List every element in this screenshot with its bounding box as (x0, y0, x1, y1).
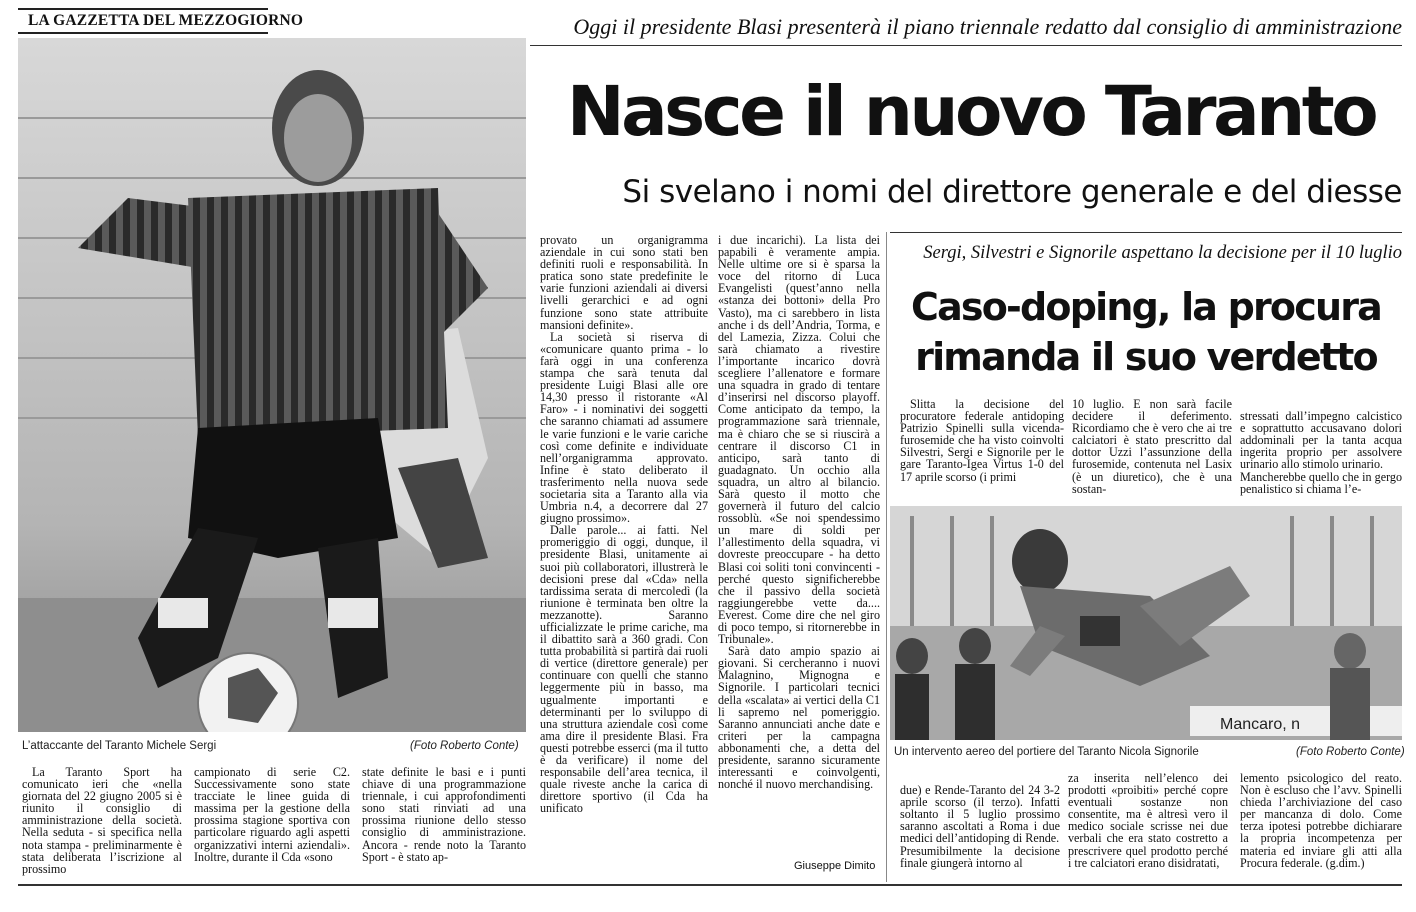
photo-striker-image (18, 38, 526, 732)
article1-bottom-p1: La Taranto Sport ha comunicato ieri che «nella giornata del 22 giugno 2005 si è riunito il consiglio di amministrazione della società. Nella seduta - si specifica nella nota stampa - preliminarmente è stata deliberata l’iscrizione al prossimo (22, 766, 182, 876)
photo-goalkeeper-caption: Un intervento aereo del portiere del Taranto Nicola Signorile (894, 746, 1199, 758)
photo-striker (18, 38, 526, 732)
masthead: LA GAZZETTA DEL MEZZOGIORNO (18, 8, 268, 34)
article2-bottom-col-1 (900, 772, 1060, 882)
article1-col1-p2: La società si riserva di «comunicare quanto prima - lo farà oggi in una conferenza stampa che sarà tenuta dal presidente Luigi Blasi alle ore 14,30 presso il ristorante «Al Faro» - i nominativi dei soggetti che saranno chiamati ad assumere le varie funzioni e le varie cariche così come definite e individuate nell’organigramma approvato. Infine è stato deliberato il trasferimento nella nuova sede societaria sita a Taranto alla via Umbria n.4, a decorrere dal 27 giugno prossimo». (540, 329, 708, 526)
kicker-side: Sergi, Silvestri e Signorile aspettano la decisione per il 10 luglio (923, 243, 1402, 263)
article1-col1-p1: provato un organigramma aziendale in cui sono stati ben definiti ruoli e responsabilità. In pratica sono state predefinite le varie funzioni aziendali ai diversi livelli gerarchici e ad ogni funzione sono state attribuite mansioni definite». (540, 234, 708, 332)
article2-top-p2: 10 luglio. E non sarà facile decidere il deferimento. Ricordiamo che è vero che ai tre calciatori è stato prescritto dal dottor Uzzi l’assunzione della furosemide, contenuta nel Lasix (è un diuretico), che è una sostan- (1072, 398, 1232, 496)
article1-col2-p1: i due incarichi). La lista dei papabili è veramente ampia. Nelle ultime ore si è sparsa la voce del ritorno di Luca Evangelisti (quest’anno nella «stanza dei bottoni» della Pro Vasto), ma ci sarebbero in lista anche i ds dell’Andria, Torma, e del Lamezia, Zizza. Colui che sarà chiamato a rivestire l’importante incarico dovrà scegliere l’allenatore e formare una squadra in grado di tentare d’inserirsi nel discorso playoff. Come anticipato da tempo, la programmazione sarà triennale, ma è chiaro che se si riuscirà a centrare il discorso C1 in anticipo, sarà tanto di guadagnato. Un occhio alla squadra, un altro al bilancio. Sarà questo il motto che governerà il futuro del calcio rossoblù. «Se noi spendessimo un mare di soldi per l’allestimento della squadra, vi dovreste preoccupare - ha detto Blasi coi soliti toni convincenti - perché questo significherebbe che il passivo della società raggiungerebbe vette da.... Everest. Come dire che nel giro di poco tempo, si ritornerebbe in Tribunale». (718, 234, 880, 647)
article1-col1-p3: Dalle parole... ai fatti. Nel promeriggio di oggi, dunque, il presidente Blasi, unitamente ai suoi più collaboratori, illustrerà le decisioni prese dal «Cda» nella tardissima serata di mercoledì (la riunione è terminata ben oltre la mezzanotte). Saranno ufficializzate le prime cariche, ma il dibattito sarà a 360 gradi. Con tutta probabilità si partirà dai ruoli di vertice (direttore generale) per continuare con quelli che stanno leggermente più in basso, ma ugualmente importanti e determinanti per lo sviluppo di una struttura aziendale così come ama dire il presidente Blasi. Fra questi potrebbe esserci (ma il tutto è da verificare) il nome del responsabile dell’area tecnica, il quale riveste anche la carica di direttore sportivo (il Cda ha unificato (540, 523, 708, 816)
photo-striker-credit: (Foto Roberto Conte) (410, 740, 519, 752)
side-headline (890, 282, 1402, 390)
article2-bottom-col-2 (1068, 772, 1228, 882)
article2-bottom-p1: due) e Rende-Taranto del 24 3-2 aprile scorso (il terzo). Infatti soltanto il 5 luglio prossimo saranno ascoltati a Roma i due medici dell’antidoping di Rende. Presumibilmente la decisione finale giungerà intorno al (900, 783, 1060, 870)
article1-column-1 (540, 234, 708, 874)
side-headline-line-2: rimanda il suo verdetto (915, 335, 1377, 379)
article1-bottom-col-3 (362, 766, 526, 876)
photo-striker-caption: L’attaccante del Taranto Michele Sergi (22, 740, 217, 752)
article1-byline: Giuseppe Dimito (794, 860, 876, 872)
article1-bottom-col-1 (22, 766, 182, 876)
article2-top-col-3 (1240, 398, 1402, 498)
article2-bottom-p3: lemento psicologico del reato. Non è escluso che l’avv. Spinelli chieda l’archiviazione del caso per mancanza di dolo. Come terza ipotesi potrebbe dichiarare la propria incompetenza per materia ed inviare gli atti alla Procura federale. (g.dim.) (1240, 772, 1402, 870)
side-headline-line-1: Caso-doping, la procura (911, 285, 1381, 329)
article2-top-p1: Slitta la decisione del procuratore federale antidoping Patrizio Spinelli sulla vicenda-furosemide che ha visto coinvolti Silvestri, Sergi e Signorile per le gare Taranto-Igea Virtus 1-0 del 17 aprile scorso (i primi (900, 398, 1064, 484)
article2-bottom-p2: za inserita nell’elenco dei prodotti «proibiti» perché copre eventuali sostanze non consentite, ma è altresì vero il medico sociale scrisse nei due verbali che era stato costretto a prescrivere quel prodotto perché i tre calciatori erano disidratati, (1068, 772, 1228, 870)
column-divider (886, 232, 887, 882)
kicker-main: Oggi il presidente Blasi presenterà il piano triennale redatto dal consiglio di amministrazione (530, 12, 1402, 46)
article1-col2-p2: Sarà dato ampio spazio ai giovani. Si cercheranno i nuovi Malagnino, Mignogna e Signorile. I particolari tecnici della «scalata» ai vertici della C1 li sapremo nel pomeriggio. Saranno annunciati anche date e criteri per la campagna abbonamenti che, a detta del presidente, saranno sicuramente interessanti e coinvolgenti, nonché il nuovo merchandising. (718, 644, 880, 792)
article2-top-col-2 (1072, 398, 1232, 498)
photo-goalkeeper (890, 506, 1402, 740)
bottom-rule (18, 884, 1402, 886)
photo-goalkeeper-credit: (Foto Roberto Conte) (1296, 746, 1405, 758)
article2-bottom-col-3 (1240, 772, 1402, 882)
article2-top-p3: stressati dall’impegno calcistico e soprattutto accusavano dolori addominali per la tanta acqua ingerita proprio per assolvere urinario allo stimolo urinario. Mancherebbe quello che in gergo penalistico si chiama l’e- (1240, 409, 1402, 496)
article1-column-2 (718, 234, 880, 848)
article1-bottom-p2: campionato di serie C2. Successivamente sono state tracciate le linee guida di massima per la gestione della prossima stagione sportiva con particolare riguardo agli aspetti organizzativi interni aziendali». Inoltre, durante il Cda «sono (194, 766, 350, 864)
subheadline: Si svelano i nomi del direttore generale e del diesse (622, 174, 1402, 210)
main-headline: Nasce il nuovo Taranto (566, 72, 1376, 152)
article1-bottom-col-2 (194, 766, 350, 876)
side-story-rule (890, 232, 1402, 233)
photo-goalkeeper-image (890, 506, 1402, 740)
article1-bottom-p3: state definite le basi e i punti chiave di una programmazione triennale, i cui approfondimenti sono stati rinviati ad una prossima riunione dello stesso consiglio di amministrazione. Ancora - rende noto la Taranto Sport - è stato ap- (362, 766, 526, 864)
article2-top-col-1 (900, 398, 1064, 498)
photo-banner-text: Mancaro, n (1220, 716, 1301, 733)
